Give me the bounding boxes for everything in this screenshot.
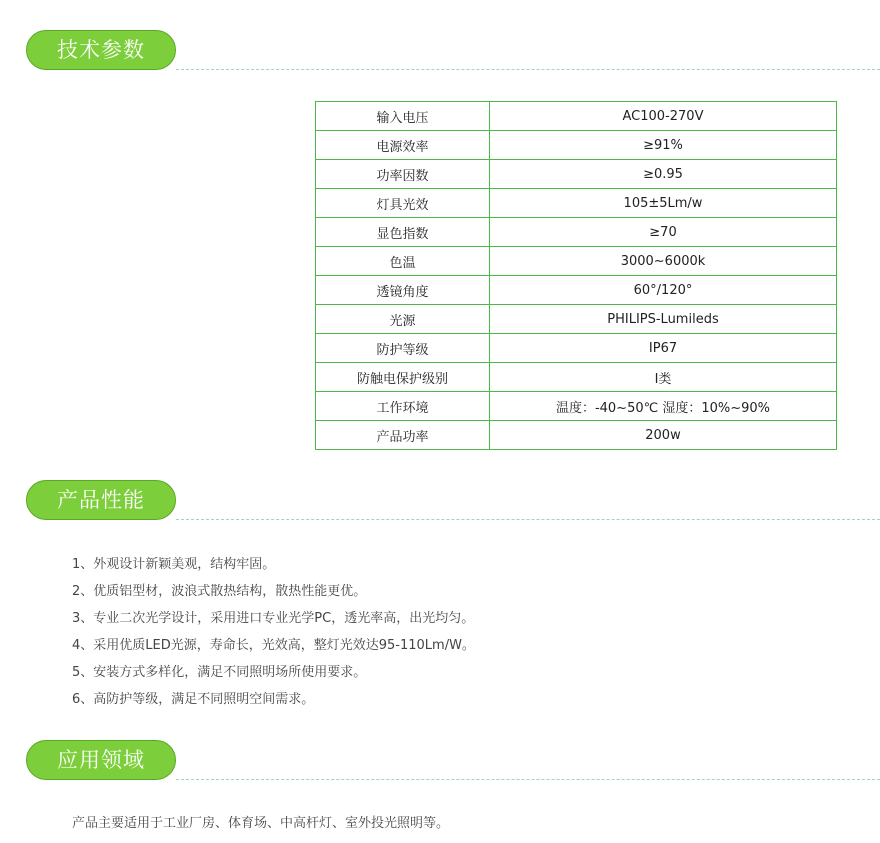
spec-value: ≥91% bbox=[490, 131, 837, 160]
spec-table-body bbox=[316, 102, 837, 450]
spec-row bbox=[316, 276, 837, 305]
spec-label: 光源 bbox=[316, 305, 490, 334]
feature-list bbox=[72, 551, 475, 713]
spec-row bbox=[316, 218, 837, 247]
section-divider bbox=[176, 779, 880, 780]
spec-value: 温度：-40~50℃ 湿度：10%~90% bbox=[490, 392, 837, 421]
spec-row bbox=[316, 102, 837, 131]
spec-row bbox=[316, 160, 837, 189]
spec-row bbox=[316, 131, 837, 160]
spec-row bbox=[316, 334, 837, 363]
spec-value: IP67 bbox=[490, 334, 837, 363]
spec-row bbox=[316, 305, 837, 334]
spec-table bbox=[315, 101, 837, 450]
spec-label: 透镜角度 bbox=[316, 276, 490, 305]
feature-item: 5、安装方式多样化，满足不同照明场所使用要求。 bbox=[72, 665, 367, 680]
feature-item: 4、采用优质LED光源，寿命长，光效高，整灯光效达95-110Lm/W。 bbox=[72, 638, 475, 653]
tech-params-header bbox=[0, 30, 880, 72]
features-header bbox=[0, 480, 880, 522]
tech-params-title: 技术参数 bbox=[26, 30, 176, 70]
spec-value: ≥70 bbox=[490, 218, 837, 247]
spec-label: 防触电保护级别 bbox=[316, 363, 490, 392]
spec-value: 3000~6000k bbox=[490, 247, 837, 276]
spec-value: 60°/120° bbox=[490, 276, 837, 305]
section-divider bbox=[176, 69, 880, 70]
spec-value: 200w bbox=[490, 421, 837, 450]
spec-label: 输入电压 bbox=[316, 102, 490, 131]
feature-item: 1、外观设计新颖美观，结构牢固。 bbox=[72, 557, 276, 572]
section-divider bbox=[176, 519, 880, 520]
spec-label: 功率因数 bbox=[316, 160, 490, 189]
spec-row bbox=[316, 421, 837, 450]
spec-row bbox=[316, 247, 837, 276]
spec-value: I类 bbox=[490, 363, 837, 392]
feature-item: 3、专业二次光学设计，采用进口专业光学PC，透光率高，出光均匀。 bbox=[72, 611, 475, 626]
spec-value: AC100-270V bbox=[490, 102, 837, 131]
spec-label: 工作环境 bbox=[316, 392, 490, 421]
spec-label: 防护等级 bbox=[316, 334, 490, 363]
spec-label: 产品功率 bbox=[316, 421, 490, 450]
applications-header bbox=[0, 740, 880, 782]
feature-item: 6、高防护等级，满足不同照明空间需求。 bbox=[72, 692, 315, 707]
spec-label: 色温 bbox=[316, 247, 490, 276]
spec-label: 电源效率 bbox=[316, 131, 490, 160]
spec-value: ≥0.95 bbox=[490, 160, 837, 189]
applications-text: 产品主要适用于工业厂房、体育场、中高杆灯、室外投光照明等。 bbox=[72, 816, 450, 831]
spec-value: 105±5Lm/w bbox=[490, 189, 837, 218]
spec-value: PHILIPS-Lumileds bbox=[490, 305, 837, 334]
spec-row bbox=[316, 392, 837, 421]
spec-label: 显色指数 bbox=[316, 218, 490, 247]
spec-label: 灯具光效 bbox=[316, 189, 490, 218]
applications-title: 应用领域 bbox=[26, 740, 176, 780]
spec-row bbox=[316, 363, 837, 392]
spec-row bbox=[316, 189, 837, 218]
features-title: 产品性能 bbox=[26, 480, 176, 520]
feature-item: 2、优质铝型材，波浪式散热结构，散热性能更优。 bbox=[72, 584, 367, 599]
